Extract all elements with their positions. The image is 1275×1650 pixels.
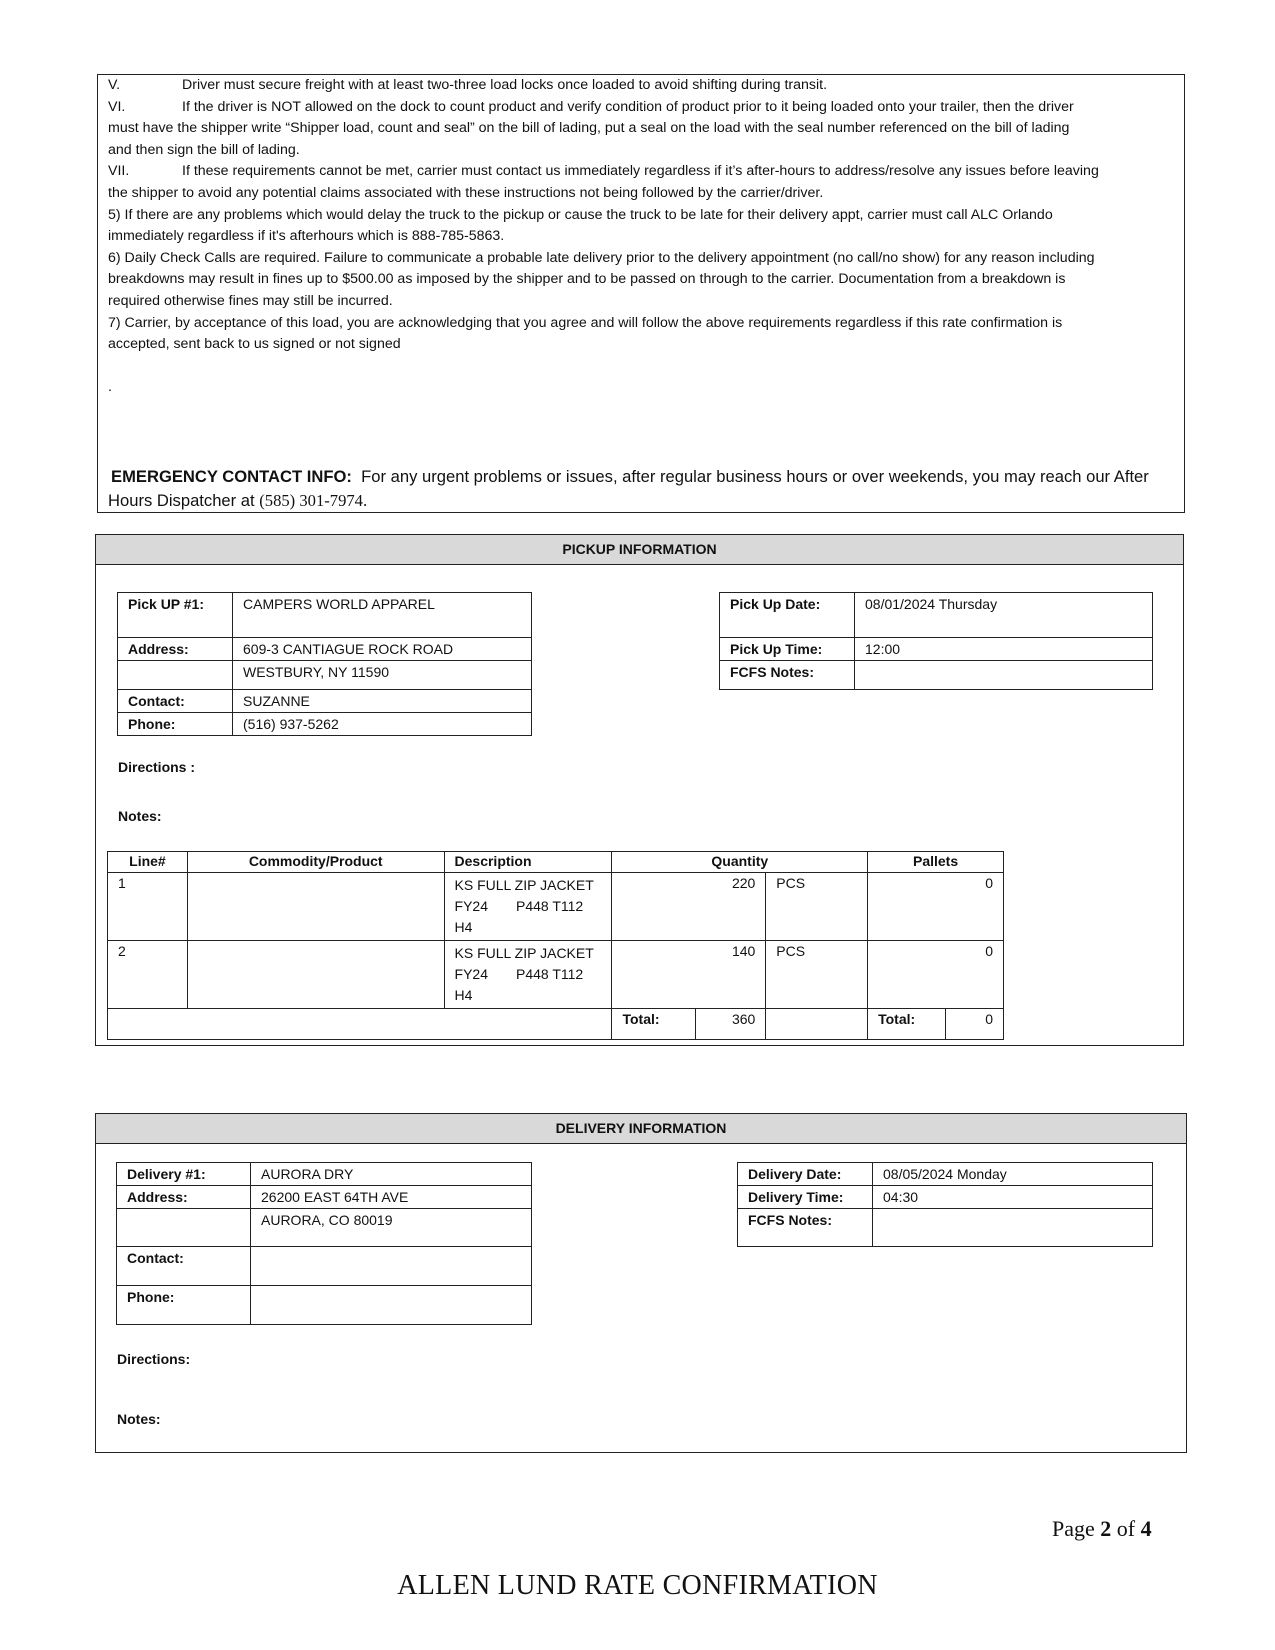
- term-v: [108, 75, 827, 97]
- pickup-address-label: Address:: [118, 638, 233, 661]
- col-description: Description: [444, 852, 612, 873]
- row-commodity: [187, 873, 444, 941]
- emergency-label: EMERGENCY CONTACT INFO:: [111, 467, 352, 486]
- delivery-time-label: Delivery Time:: [738, 1186, 873, 1209]
- delivery-schedule-table: [737, 1162, 1153, 1247]
- term-text-line: required otherwise fines may still be incurred.: [108, 293, 393, 309]
- delivery-location-table: [116, 1162, 532, 1325]
- row-pallets: 0: [868, 873, 1004, 941]
- pickup-contact: SUZANNE: [233, 690, 532, 713]
- desc-line: H4: [454, 987, 473, 1003]
- desc-line: [455, 896, 602, 917]
- delivery-contact: [251, 1247, 532, 1286]
- delivery-date-label: Delivery Date:: [738, 1163, 873, 1186]
- pickup-directions-label: Directions :: [118, 759, 196, 775]
- term-text-line: and then sign the bill of lading.: [108, 141, 300, 158]
- row-commodity: [187, 941, 444, 1009]
- table-total-row: [108, 1009, 1004, 1040]
- delivery-phone-label: Phone:: [117, 1286, 251, 1325]
- empty-cell: [118, 661, 233, 690]
- pickup-time: 12:00: [855, 638, 1153, 661]
- page-total: 4: [1140, 1516, 1152, 1541]
- delivery-section: [95, 1113, 1187, 1453]
- page-prefix: Page: [1052, 1516, 1095, 1541]
- delivery-name: AURORA DRY: [251, 1163, 532, 1186]
- empty-cell: [766, 1009, 868, 1040]
- col-pallets: Pallets: [868, 852, 1004, 873]
- row-quantity: 220: [612, 873, 766, 941]
- delivery-header: DELIVERY INFORMATION: [96, 1114, 1186, 1144]
- total-qty-label: Total:: [612, 1009, 696, 1040]
- table-row: [108, 873, 1004, 941]
- col-quantity: Quantity: [612, 852, 868, 873]
- term-text-line: 7) Carrier, by acceptance of this load, you are acknowledging that you agree and will follow the above requirements regardless if this rate confirmation is: [108, 314, 1063, 331]
- term-text-line: breakdowns may result in fines up to $500.00 as imposed by the shipper and to be passed on through to the carrier. Documentation from a breakdown is: [108, 271, 1066, 288]
- term-vii: [108, 161, 1099, 183]
- row-unit: PCS: [766, 873, 868, 941]
- pickup-date-label: Pick Up Date:: [720, 593, 855, 638]
- pickup-phone-label: Phone:: [118, 713, 233, 736]
- pickup-header: PICKUP INFORMATION: [96, 535, 1183, 565]
- row-pallets: 0: [868, 941, 1004, 1009]
- delivery-fcfs: [873, 1209, 1153, 1247]
- term-number: VI.: [108, 98, 126, 115]
- pickup-fcfs-label: FCFS Notes:: [720, 661, 855, 690]
- emergency-contact-line2: [108, 489, 367, 513]
- delivery-date: 08/05/2024 Monday: [873, 1163, 1153, 1186]
- row-unit: PCS: [766, 941, 868, 1009]
- delivery-address-2: AURORA, CO 80019: [251, 1209, 532, 1247]
- col-commodity: Commodity/Product: [187, 852, 444, 873]
- pickup-address-2: WESTBURY, NY 11590: [233, 661, 532, 690]
- desc-line: KS FULL ZIP JACKET: [454, 877, 594, 893]
- page-number: [1052, 1516, 1152, 1542]
- pickup-label: Pick UP #1:: [118, 593, 233, 638]
- pickup-date: 08/01/2024 Thursday: [855, 593, 1153, 638]
- term-text-line: must have the shipper write “Shipper load, count and seal” on the bill of lading, put a seal on the load with the seal number referenced on the bill of lading: [108, 120, 1070, 137]
- term-text: Driver must secure freight with at least two-three load locks once loaded to avoid shifting during transit.: [182, 77, 828, 93]
- delivery-label: Delivery #1:: [117, 1163, 251, 1186]
- term-vi: [108, 97, 1074, 119]
- document-title: ALLEN LUND RATE CONFIRMATION: [397, 1570, 878, 1601]
- delivery-address-label: Address:: [117, 1186, 251, 1209]
- term-number: V.: [108, 77, 121, 93]
- delivery-directions-label: Directions:: [117, 1351, 191, 1367]
- page-current: 2: [1100, 1516, 1112, 1541]
- term-text-line: accepted, sent back to us signed or not signed: [108, 336, 401, 353]
- term-dot: .: [108, 379, 112, 395]
- row-description: [444, 941, 612, 1009]
- delivery-notes-label: Notes:: [117, 1411, 161, 1427]
- total-qty: 360: [696, 1009, 766, 1040]
- desc-line: KS FULL ZIP JACKET: [454, 945, 594, 961]
- total-pallets-label: Total:: [868, 1009, 946, 1040]
- term-text: If these requirements cannot be met, carrier must contact us immediately regardless if it’s after-hours to address/resolve any issues before leaving: [182, 163, 1099, 180]
- desc-part: P448 T112: [515, 898, 584, 914]
- delivery-address-1: 26200 EAST 64TH AVE: [251, 1186, 532, 1209]
- desc-line: [455, 964, 602, 985]
- term-text-line: the shipper to avoid any potential claims associated with these instructions not being followed by the carrier/driver.: [108, 185, 824, 201]
- table-header-row: [108, 852, 1004, 873]
- pickup-section: [95, 534, 1184, 1046]
- table-row: [108, 941, 1004, 1009]
- row-line: 2: [108, 941, 188, 1009]
- desc-line: H4: [454, 919, 473, 935]
- desc-part: FY24: [454, 898, 488, 914]
- emergency-phone: (585) 301-7974.: [259, 491, 368, 510]
- desc-part: P448 T112: [515, 966, 584, 982]
- term-text-line: immediately regardless if it's afterhours which is 888-785-5863.: [108, 228, 505, 245]
- term-text-line: 5) If there are any problems which would delay the truck to the pickup or cause the truck to be late for their delivery appt, carrier must call ALC Orlando: [108, 206, 1053, 223]
- row-quantity: 140: [612, 941, 766, 1009]
- empty-cell: [108, 1009, 612, 1040]
- pickup-schedule-table: [719, 592, 1153, 690]
- row-line: 1: [108, 873, 188, 941]
- row-description: [444, 873, 612, 941]
- emergency-text: For any urgent problems or issues, after regular business hours or over weekends, you may reach our After: [361, 467, 1149, 486]
- delivery-fcfs-label: FCFS Notes:: [738, 1209, 873, 1247]
- total-pallets: 0: [946, 1009, 1004, 1040]
- pickup-phone: (516) 937-5262: [233, 713, 532, 736]
- pickup-notes-label: Notes:: [118, 808, 162, 824]
- commodity-table: [107, 851, 1004, 1040]
- delivery-contact-label: Contact:: [117, 1247, 251, 1286]
- delivery-time: 04:30: [873, 1186, 1153, 1209]
- pickup-name: CAMPERS WORLD APPAREL: [233, 593, 532, 638]
- term-number: VII.: [108, 163, 130, 180]
- emergency-text-2: Hours Dispatcher at: [108, 491, 255, 510]
- page-of: of: [1116, 1516, 1136, 1541]
- pickup-fcfs: [855, 661, 1153, 690]
- pickup-address-1: 609-3 CANTIAGUE ROCK ROAD: [233, 638, 532, 661]
- terms-box: [97, 74, 1185, 513]
- emergency-contact: [108, 465, 1149, 489]
- desc-part: FY24: [454, 966, 488, 982]
- pickup-contact-label: Contact:: [118, 690, 233, 713]
- col-line: Line#: [108, 852, 188, 873]
- pickup-location-table: [117, 592, 532, 736]
- pickup-time-label: Pick Up Time:: [720, 638, 855, 661]
- delivery-phone: [251, 1286, 532, 1325]
- term-text: If the driver is NOT allowed on the dock to count product and verify condition of product prior to it being loaded onto your trailer, then the driver: [182, 98, 1074, 115]
- empty-cell: [117, 1209, 251, 1247]
- term-text-line: 6) Daily Check Calls are required. Failure to communicate a probable late delivery prior to the delivery appointment (no call/no show) for any reason including: [108, 249, 1095, 266]
